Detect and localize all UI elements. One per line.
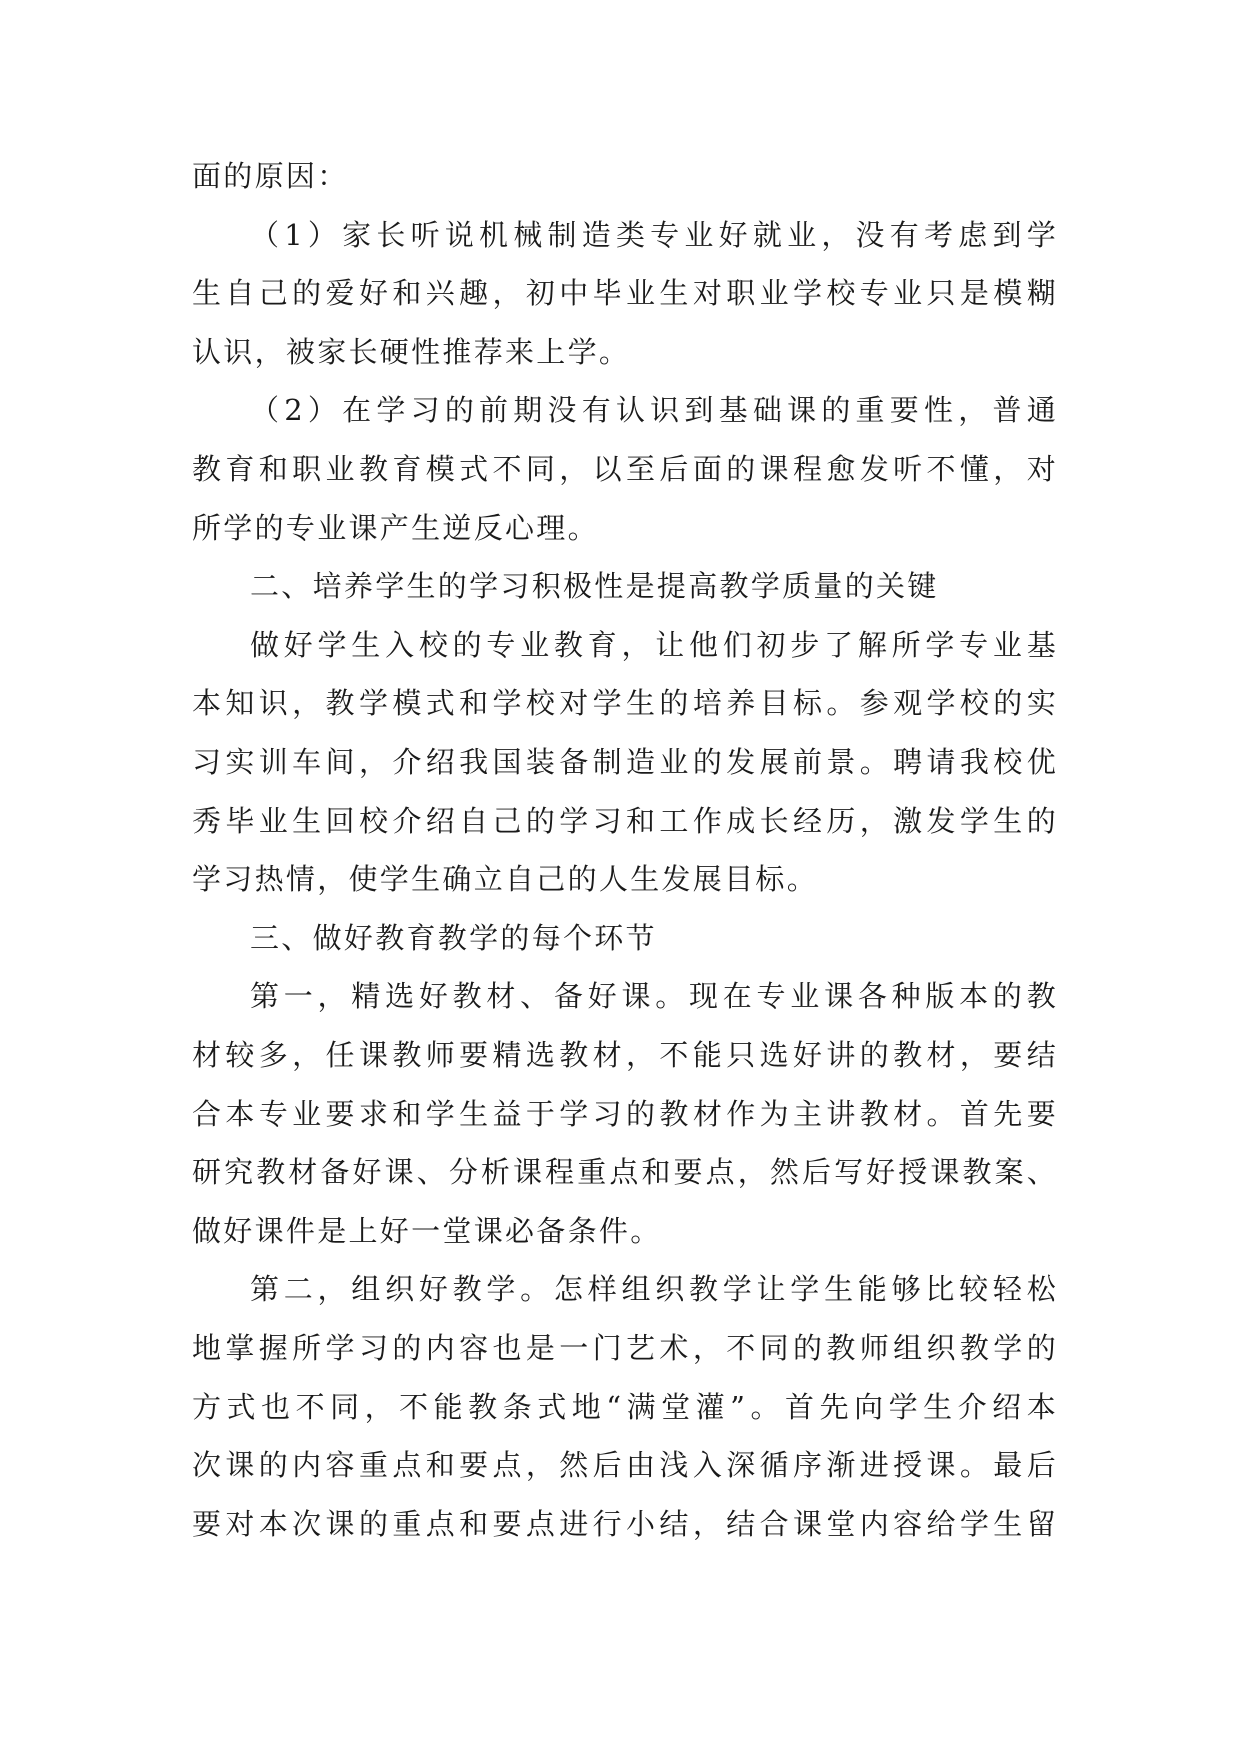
text-line: 学习热情，使学生确立自己的人生发展目标。	[192, 862, 819, 896]
text-line: 研究教材备好课、分析课程重点和要点，然后写好授课教案、	[192, 1155, 1058, 1189]
text-line: 所学的专业课产生逆反心理。	[192, 511, 599, 545]
text-line: 地掌握所学习的内容也是一门艺术，不同的教师组织教学的	[192, 1331, 1058, 1365]
text-line: 方式也不同，不能教条式地“满堂灌”。首先向学生介绍本	[192, 1390, 1058, 1424]
text-line: 面的原因：	[192, 159, 349, 193]
text-line: 二、培养学生的学习积极性是提高教学质量的关键	[250, 569, 939, 603]
text-line: （2）在学习的前期没有认识到基础课的重要性，普通	[250, 393, 1058, 427]
text-line: 做好课件是上好一堂课必备条件。	[192, 1214, 662, 1248]
text-line: 合本专业要求和学生益于学习的教材作为主讲教材。首先要	[192, 1097, 1058, 1131]
text-line: 本知识，教学模式和学校对学生的培养目标。参观学校的实	[192, 686, 1058, 720]
text-line: 秀毕业生回校介绍自己的学习和工作成长经历，激发学生的	[192, 804, 1058, 838]
text-line: 第二，组织好教学。怎样组织教学让学生能够比较轻松	[250, 1272, 1058, 1306]
text-line: 认识，被家长硬性推荐来上学。	[192, 335, 631, 369]
text-line: 要对本次课的重点和要点进行小结，结合课堂内容给学生留	[192, 1507, 1058, 1541]
text-line: 生自己的爱好和兴趣，初中毕业生对职业学校专业只是模糊	[192, 276, 1058, 310]
text-line: 第一，精选好教材、备好课。现在专业课各种版本的教	[250, 979, 1058, 1013]
text-line: （1）家长听说机械制造类专业好就业，没有考虑到学	[250, 218, 1058, 252]
text-line: 次课的内容重点和要点，然后由浅入深循序渐进授课。最后	[192, 1448, 1058, 1482]
text-line: 习实训车间，介绍我国装备制造业的发展前景。聘请我校优	[192, 745, 1058, 779]
text-line: 做好学生入校的专业教育，让他们初步了解所学专业基	[250, 628, 1058, 662]
text-line: 材较多，任课教师要精选教材，不能只选好讲的教材，要结	[192, 1038, 1058, 1072]
text-line: 三、做好教育教学的每个环节	[250, 921, 657, 955]
text-line: 教育和职业教育模式不同，以至后面的课程愈发听不懂，对	[192, 452, 1058, 486]
